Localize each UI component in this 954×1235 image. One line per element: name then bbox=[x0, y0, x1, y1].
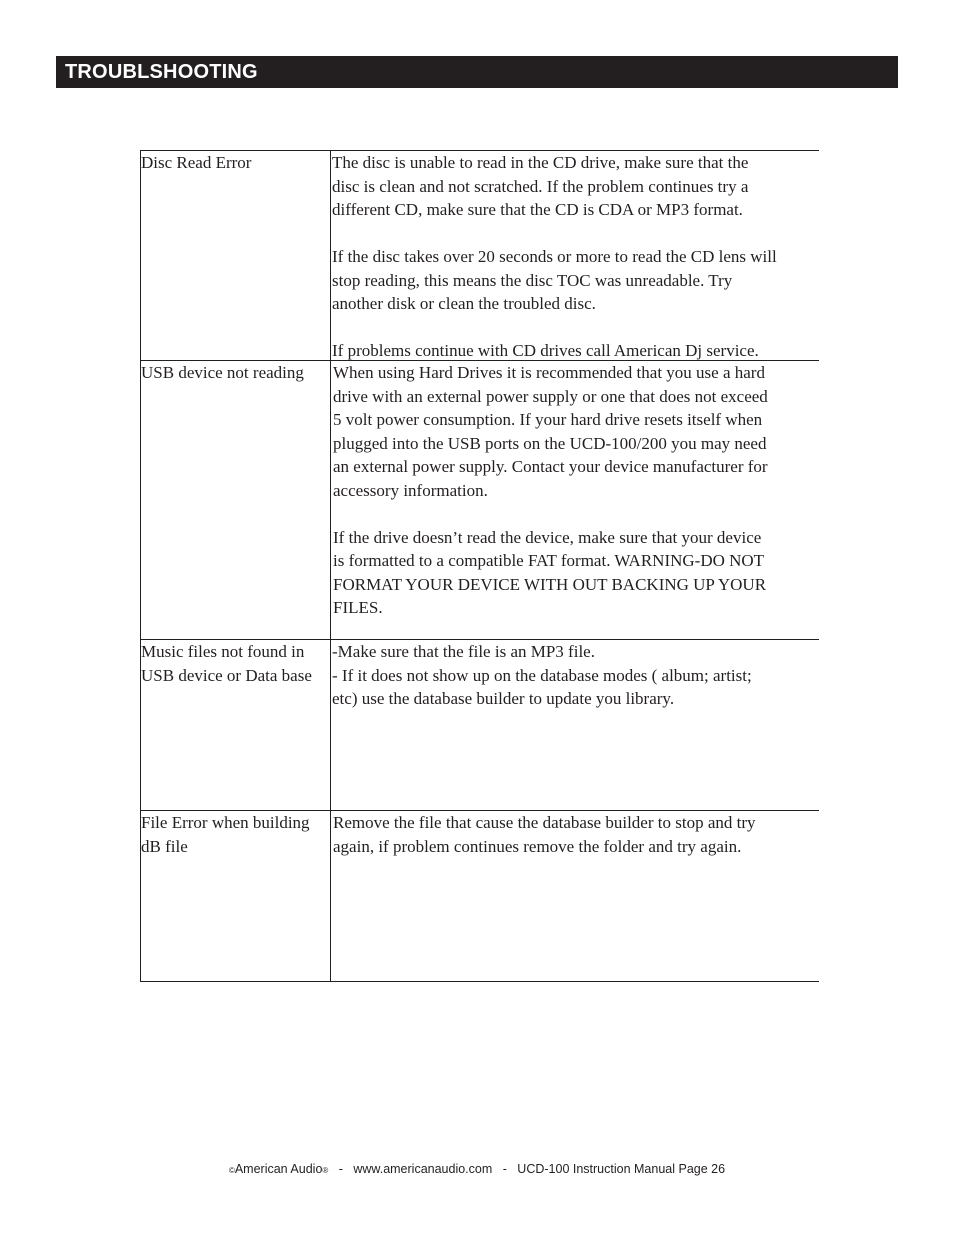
issue-cell: Music files not found in USB device or Data base bbox=[140, 640, 331, 810]
issue-cell: Disc Read Error bbox=[140, 151, 331, 360]
footer-separator: - bbox=[338, 1162, 343, 1176]
issue-cell: File Error when building dB file bbox=[140, 811, 331, 981]
troubleshooting-table bbox=[140, 150, 819, 982]
page-footer bbox=[0, 1162, 954, 1176]
footer-manual-page: UCD-100 Instruction Manual Page 26 bbox=[517, 1162, 726, 1176]
footer-separator: - bbox=[502, 1162, 507, 1176]
solution-cell: When using Hard Drives it is recommended that you use a hard drive with an external power supply or one that does not exceed 5 volt power consumption. If your hard drive resets itself when plugged into the USB ports on the UCD-100/200 you may need an external power supply. Contact your device manufacturer for accessory information. If the drive doesn’t read the device, make sure that your device is formatted to a compatible FAT format. WARNING-DO NOT FORMAT YOUR DEVICE WITH OUT BACKING UP YOUR FILES. bbox=[333, 363, 768, 617]
section-header-bar bbox=[56, 56, 898, 88]
table-row bbox=[140, 361, 819, 640]
table-row bbox=[140, 811, 819, 982]
copyright-mark: © bbox=[228, 1166, 235, 1175]
issue-cell: USB device not reading bbox=[140, 361, 331, 639]
solution-cell: The disc is unable to read in the CD drive, make sure that the disc is clean and not scratched. If the problem continues try a different CD, make sure that the CD is CDA or MP3 format. If the disc takes over 20 seconds or more to read the CD lens will stop reading, this means the disc TOC was unreadable. Try another disk or clean the troubled disc. If problems continue with CD drives call American Dj service. bbox=[332, 153, 777, 360]
registered-mark: ® bbox=[322, 1166, 329, 1175]
table-row bbox=[140, 151, 819, 361]
solution-cell: -Make sure that the file is an MP3 file. - If it does not show up on the database modes ( album; artist; etc) use the database builder to update you library. bbox=[332, 642, 752, 708]
footer-brand: American Audio bbox=[234, 1162, 323, 1176]
footer-website: www.americanaudio.com bbox=[353, 1162, 493, 1176]
solution-cell: Remove the file that cause the database builder to stop and try again, if problem continues remove the folder and try again. bbox=[333, 813, 756, 856]
section-title: TROUBLSHOOTING bbox=[65, 61, 258, 83]
table-row bbox=[140, 640, 819, 811]
